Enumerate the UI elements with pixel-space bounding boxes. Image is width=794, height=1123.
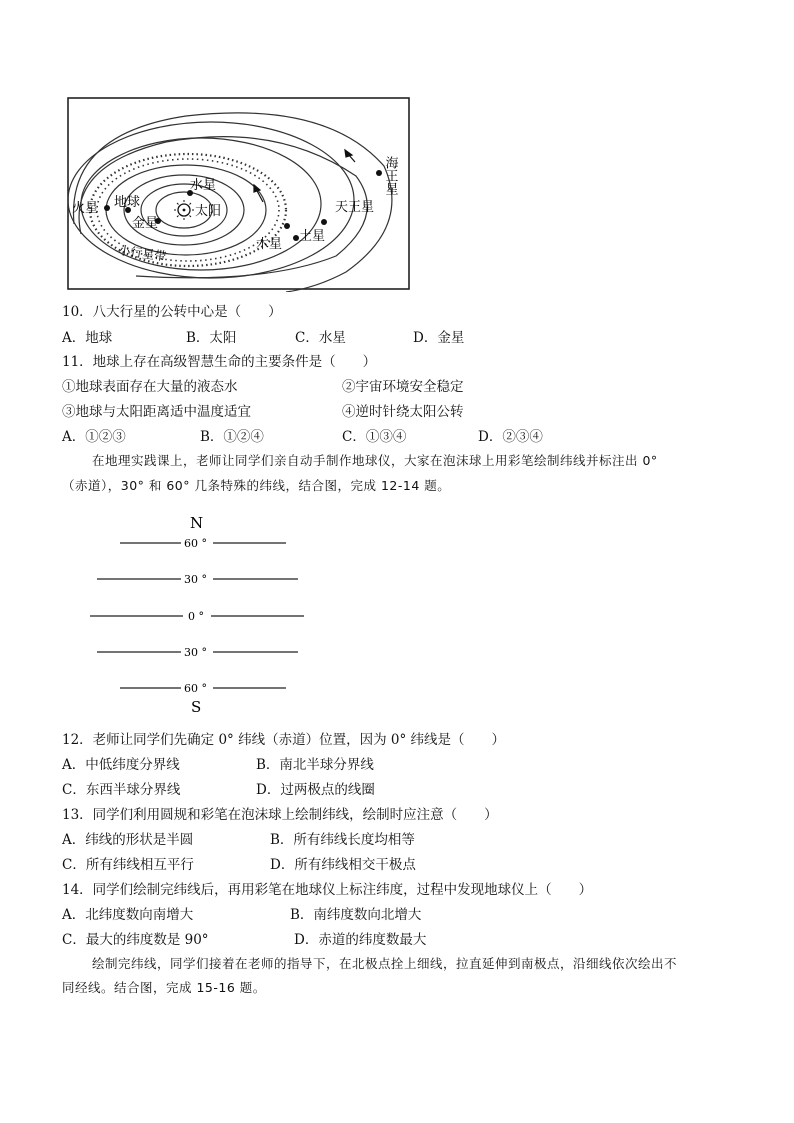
q12-option-d: D．过两极点的线圈 (256, 782, 375, 798)
q14-option-d: D．赤道的纬度数最大 (294, 932, 427, 948)
q11-option-c: C．①③④ (342, 429, 407, 445)
q12-option-b: B．南北半球分界线 (256, 757, 374, 773)
label-earth: 地球 (114, 195, 141, 210)
latitude-label-30n: 30 ° (184, 573, 207, 586)
latitude-figure (80, 510, 320, 716)
q11-item-1: ①地球表面存在大量的液态水 (62, 379, 238, 395)
label-asteroid-belt: 小行星带 (117, 243, 168, 264)
q14-option-c: C．最大的纬度数是 90° (62, 932, 209, 948)
q13-stem: 13．同学们利用圆规和彩笔在泡沫球上绘制纬线，绘制时应注意（ ） (62, 807, 498, 823)
q11-option-a: A．①②③ (62, 429, 126, 445)
south-label: S (191, 698, 202, 716)
label-saturn: 土星 (299, 229, 326, 244)
uranus-dot (321, 219, 327, 225)
q10-stem: 10．八大行星的公转中心是（ ） (62, 304, 282, 320)
q10-option-c: C．水星 (295, 330, 346, 346)
q10-option-d: D．金星 (413, 330, 465, 346)
q14-option-b: B．南纬度数向北增大 (290, 907, 422, 923)
q11-option-b: B．①②④ (200, 429, 264, 445)
neptune-dot (376, 170, 382, 176)
intro-12-14-line2: （赤道），30° 和 60° 几条特殊的纬线，结合图，完成 12-14 题。 (62, 478, 451, 493)
q14-option-a: A．北纬度数向南增大 (62, 907, 194, 923)
orbit-direction-arrow-icon (345, 150, 355, 162)
intro-12-14-line1: 在地理实践课上，老师让同学们亲自动手制作地球仪，大家在泡沫球上用彩笔绘制纬线并标注出 0° (92, 453, 658, 468)
q11-item-2: ②宇宙环境安全稳定 (342, 379, 464, 395)
label-uranus: 天王星 (335, 200, 375, 215)
q14-stem: 14．同学们绘制完纬线后，再用彩笔在地球仪上标注纬度，过程中发现地球仪上（ ） (62, 882, 593, 898)
latitude-label-60s: 60 ° (184, 682, 207, 695)
label-mars: 火星 (72, 201, 99, 216)
label-sun: 太阳 (195, 204, 222, 219)
solar-system-figure (66, 96, 411, 292)
q13-option-b: B．所有纬线长度均相等 (270, 832, 415, 848)
label-jupiter: 木星 (256, 237, 283, 252)
latitude-label-30s: 30 ° (184, 646, 207, 659)
intro-15-16-line1: 绘制完纬线，同学们接着在老师的指导下，在北极点拴上细线，拉直延伸到南极点，沿细线依次绘出不 (92, 956, 678, 971)
orbit-direction-arrow-icon (254, 185, 263, 202)
q13-option-c: C．所有纬线相互平行 (62, 857, 194, 873)
label-neptune: 海王星 (382, 156, 398, 195)
label-venus: 金星 (132, 216, 159, 231)
q10-option-b: B．太阳 (186, 330, 237, 346)
q12-stem: 12．老师让同学们先确定 0° 纬线（赤道）位置，因为 0° 纬线是（ ） (62, 732, 506, 748)
mars-dot (104, 205, 110, 211)
q13-option-d: D．所有纬线相交干极点 (270, 857, 416, 873)
jupiter-dot (284, 223, 290, 229)
q13-option-a: A．纬线的形状是半圆 (62, 832, 194, 848)
q12-option-c: C．东西半球分界线 (62, 782, 181, 798)
label-mercury: 水星 (190, 178, 217, 193)
latitude-label-equator: 0 ° (188, 610, 204, 623)
north-label: N (190, 514, 204, 532)
q11-item-4: ④逆时针绕太阳公转 (342, 404, 464, 420)
sun-icon (174, 200, 194, 220)
latitude-label-60n: 60 ° (184, 537, 207, 550)
q11-item-3: ③地球与太阳距离适中温度适宜 (62, 404, 251, 420)
q12-option-a: A．中低纬度分界线 (62, 757, 180, 773)
orbit-saturn (68, 122, 354, 278)
intro-15-16-line2: 同经线。结合图，完成 15-16 题。 (62, 980, 266, 995)
q11-stem: 11．地球上存在高级智慧生命的主要条件是（ ） (62, 354, 377, 370)
q11-option-d: D．②③④ (478, 429, 543, 445)
q10-option-a: A．地球 (62, 330, 113, 346)
